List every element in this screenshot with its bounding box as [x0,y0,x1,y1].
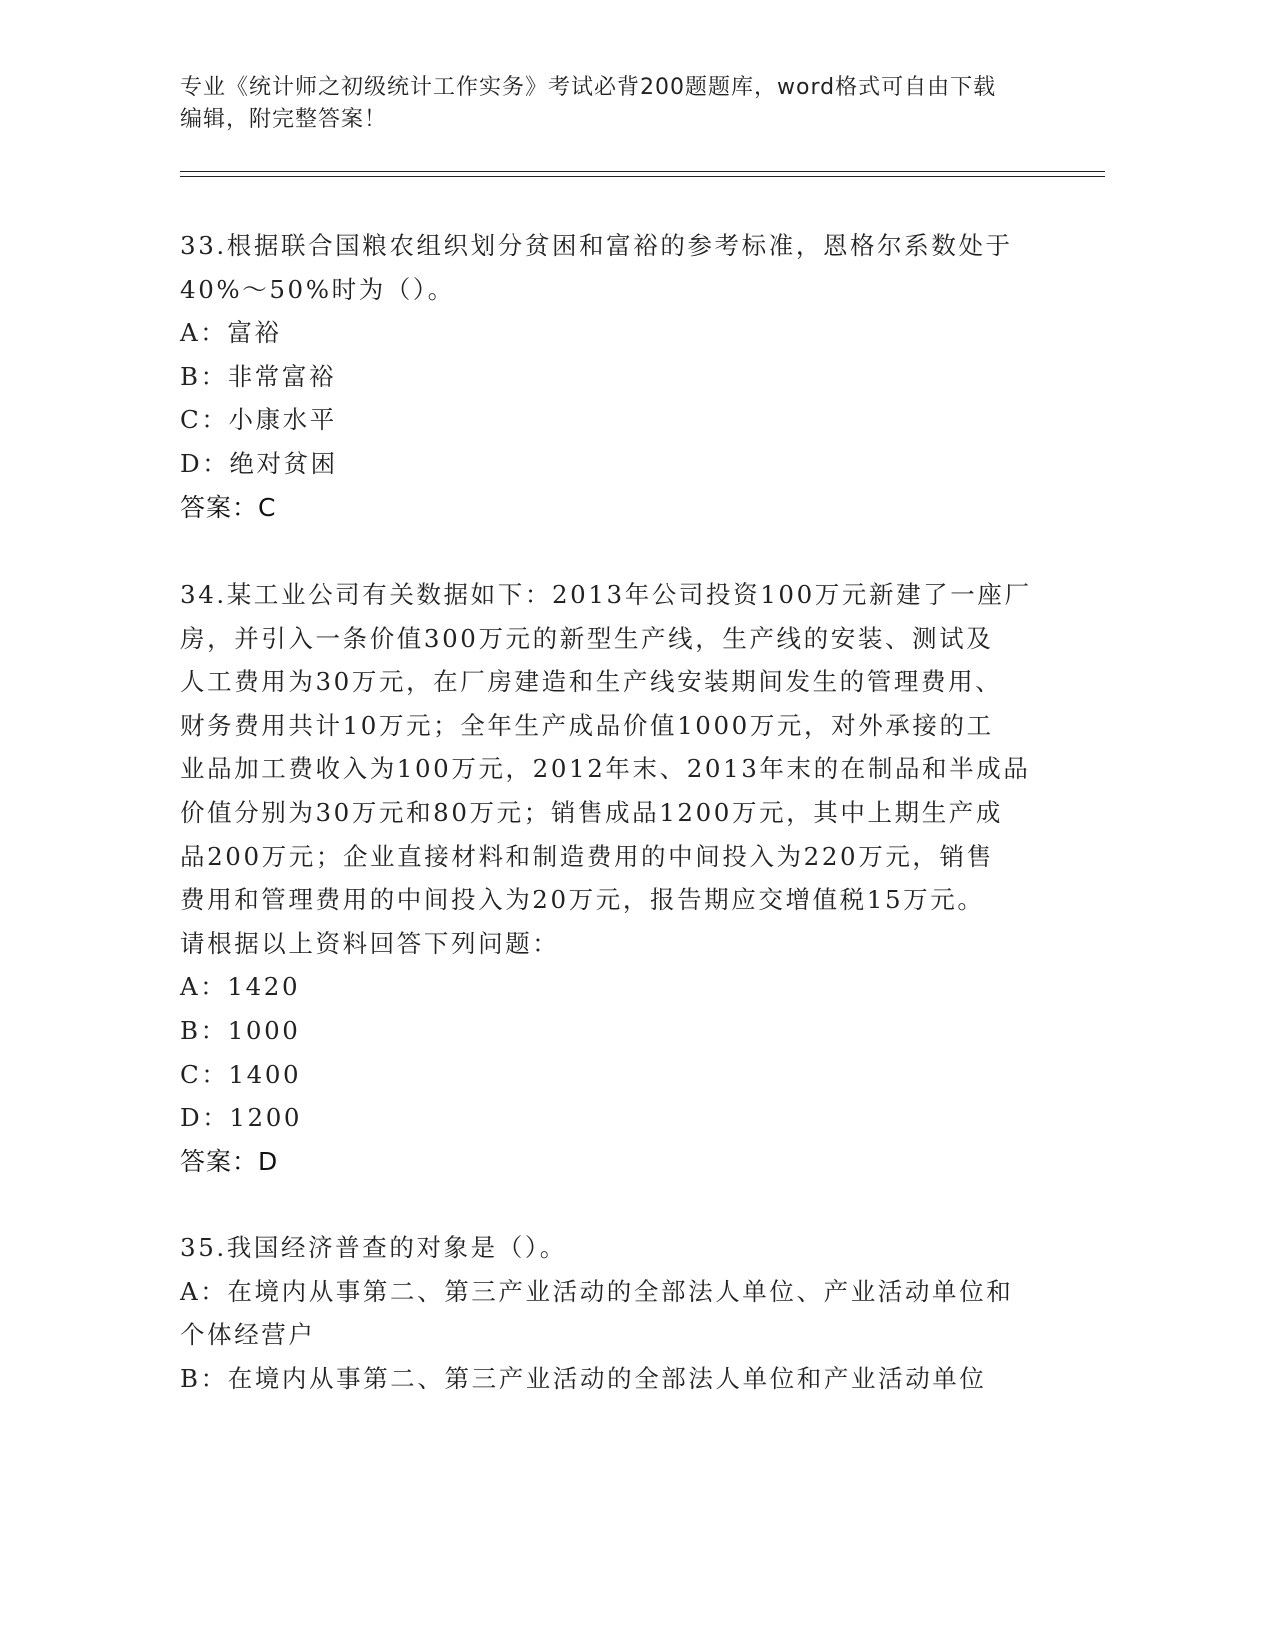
question-stem-line: 40%～50%时为（）。 [180,274,455,304]
question-35 [180,1226,1040,1400]
option-a-continuation: 个体经营户 [180,1320,316,1350]
header-line-1: 专业《统计师之初级统计工作实务》考试必背200题题库，word格式可自由下载 [180,75,997,100]
option-d: D：绝对贫困 [180,448,338,478]
question-stem-line: 费用和管理费用的中间投入为20万元，报告期应交增值税15万元。 [180,885,985,915]
option-a: A：富裕 [180,318,282,348]
option-b: B：在境内从事第二、第三产业活动的全部法人单位和产业活动单位 [180,1363,987,1393]
question-stem-line: 33.根据联合国粮农组织划分贫困和富裕的参考标准，恩格尔系数处于 [180,231,1013,260]
question-stem-line: 价值分别为30万元和80万元；销售成品1200万元，其中上期生产成 [180,797,1003,827]
question-stem-line: 35.我国经济普查的对象是（）。 [180,1233,567,1262]
option-c: C：1400 [180,1059,302,1089]
header-divider-bottom [180,176,1105,177]
question-stem-line: 34.某工业公司有关数据如下：2013年公司投资100万元新建了一座厂 [180,580,1032,609]
option-c: C：小康水平 [180,405,337,435]
option-d: D：1200 [180,1103,303,1133]
question-stem-line: 品200万元；企业直接材料和制造费用的中间投入为220万元，销售 [180,841,994,871]
option-b: B：非常富裕 [180,361,337,391]
question-34 [180,573,1040,1183]
question-stem-line: 人工费用为30万元，在厂房建造和生产线安装期间发生的管理费用、 [180,667,1003,697]
question-stem-line: 请根据以上资料回答下列问题： [180,928,560,958]
question-stem-line: 房，并引入一条价值300万元的新型生产线，生产线的安装、测试及 [180,623,994,653]
answer-line: 答案：C [180,492,277,522]
option-b: B：1000 [180,1015,301,1045]
question-stem-line: 财务费用共计10万元；全年生产成品价值1000万元，对外承接的工 [180,710,994,740]
header-divider-top [180,171,1105,172]
header-line-2: 编辑，附完整答案！ [180,107,388,132]
option-a: A：在境内从事第二、第三产业活动的全部法人单位、产业活动单位和 [180,1276,1014,1306]
question-33 [180,224,1040,529]
option-a: A：1420 [180,972,301,1002]
question-stem-line: 业品加工费收入为100万元，2012年末、2013年末的在制品和半成品 [180,754,1031,784]
answer-line: 答案：D [180,1146,279,1176]
document-header [180,72,1060,136]
